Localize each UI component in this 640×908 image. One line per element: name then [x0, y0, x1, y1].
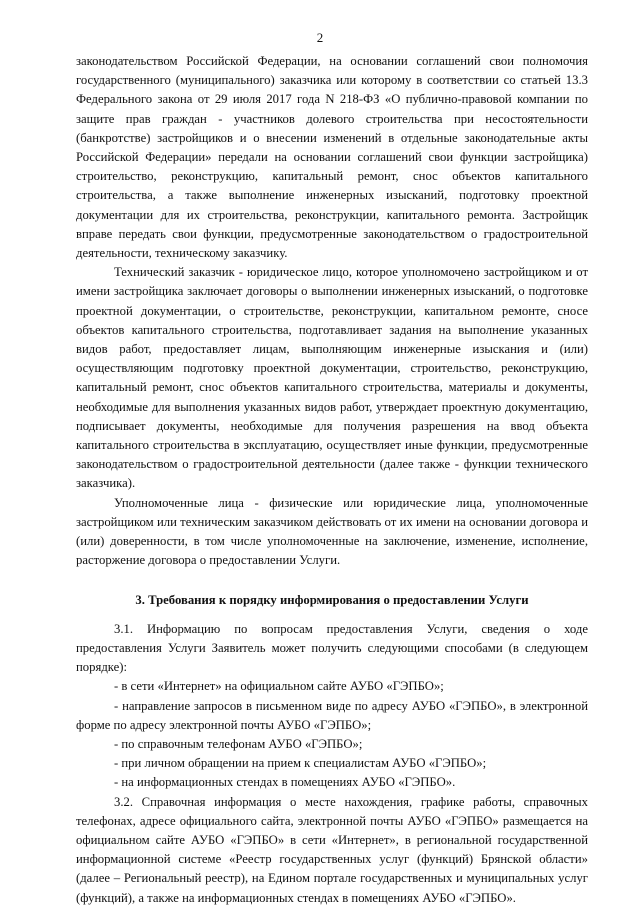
page-number: 2 — [316, 30, 324, 45]
section-heading: 3. Требования к порядку информирования о предоставлении Услуги — [135, 593, 529, 608]
document-body — [76, 52, 588, 908]
paragraph-authorized-persons: Уполномоченные лица - физические или юридические лица, уполномоченные застройщиком или техническим заказчиком действовать от их имени на основании договора и (или) доверенности, в том числе уполномоченные на заключение, изменение, исполнение, расторжение договора о предоставлении Услуги. — [76, 495, 588, 568]
list-item: - при личном обращении на прием к специалистам АУБО «ГЭПБО»; — [114, 756, 487, 771]
list-item: - в сети «Интернет» на официальном сайте АУБО «ГЭПБО»; — [114, 679, 444, 694]
paragraph-technical-customer: Технический заказчик - юридическое лицо, которое уполномочено застройщиком и от имени застройщика заключает договоры о выполнении инженерных изысканий, о подготовке проектной документации, о строительстве, реконструкции, капитальном ремонте, сносе объектов капитального строительства, подготавливает задания на выполнение указанных видов работ, предоставляет лицам, выполняющим инженерные изыскания и (или) осуществляющим подготовку проектной документации, строительство, реконструкцию, капитальный ремонт, снос объектов капитального строительства, материалы и документы, необходимые для выполнения указанных видов работ, утверждает проектную документацию, подписывает документы, необходимые для получения разрешения на ввод объекта капитального строительства в эксплуатацию, осуществляет иные функции, предусмотренные законодательством о градостроительной деятельности (далее также - функции технического заказчика). — [76, 265, 588, 491]
paragraph-3-2: 3.2. Справочная информация о месте нахождения, графике работы, справочных телефонах, адресе официального сайта, электронной почты АУБО «ГЭПБО» размещается на официальном сайте АУБО «ГЭПБО» в сети «Интернет», в региональной государственной информационной системе «Реестр государственных услуг (функций) Брянской области» (далее – Региональный реестр), на Едином портале государственных и муниципальных услуг (функций), а также на информационных стендах в помещениях АУБО «ГЭПБО». — [76, 794, 588, 905]
list-item: - на информационных стендах в помещениях АУБО «ГЭПБО». — [114, 775, 456, 790]
list-item: - направление запросов в письменном виде по адресу АУБО «ГЭПБО», в электронной форме по адресу электронной почты АУБО «ГЭПБО»; — [76, 698, 588, 732]
paragraph-3-1: 3.1. Информацию по вопросам предоставления Услуги, сведения о ходе предоставления Услуги Заявитель может получить следующими способами (в следующем порядке): — [76, 621, 588, 675]
paragraph-continuation: законодательством Российской Федерации, на основании соглашений свои полномочия государственного (муниципального) заказчика или которому в соответствии со статьей 13.3 Федерального закона от 29 июля 2017 года N 218-ФЗ «О публично-правовой компании по защите прав граждан - участников долевого строительства при несостоятельности (банкротстве) застройщиков и о внесении изменений в отдельные законодательные акты Российской Федерации» передали на основании соглашений свои функции застройщика) строительство, реконструкцию, капитальный ремонт, снос объектов капитального строительства, а также выполнение инженерных изысканий, подготовку проектной документации для их строительства, реконструкции, капитального ремонта. Застройщик вправе передать свои функции, предусмотренные законодательством о градостроительной деятельности, техническому заказчику. — [76, 54, 588, 261]
list-item: - по справочным телефонам АУБО «ГЭПБО»; — [114, 736, 363, 751]
